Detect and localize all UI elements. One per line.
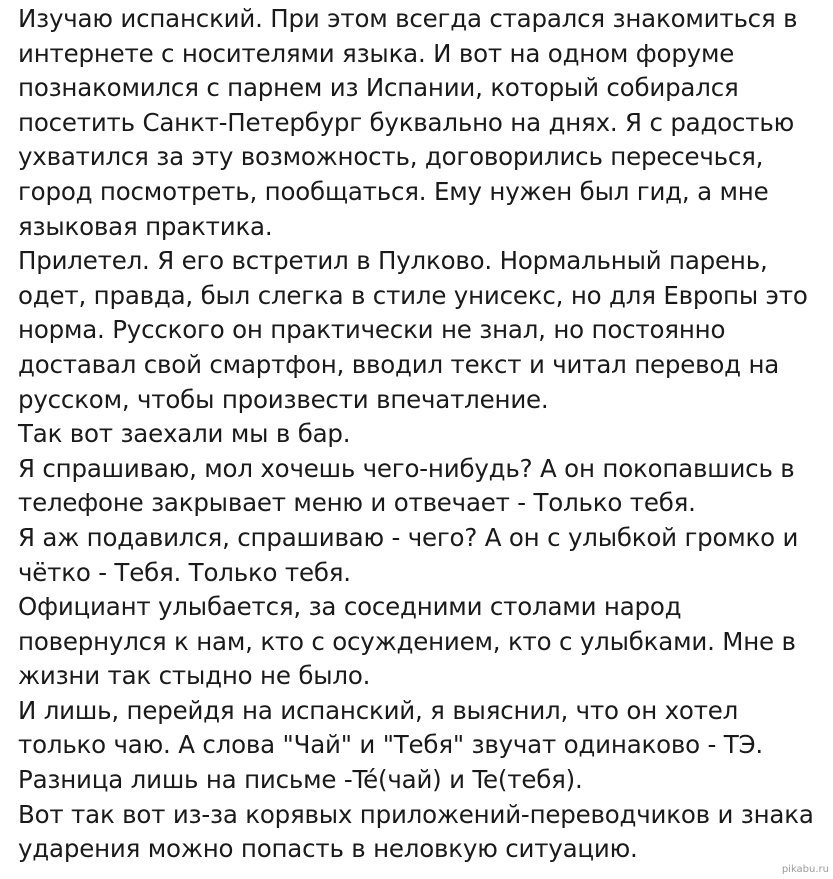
text-line: одет, правда, был слегка в стиле унисекс, но для Европы это	[18, 280, 808, 310]
text-line: чётко - Тебя. Только тебя.	[18, 557, 351, 587]
text-line: доставал свой смартфон, вводил текст и читал перевод на	[18, 349, 780, 379]
text-line: И лишь, перейдя на испанский, я выяснил, что он хотел	[18, 695, 739, 725]
text-line: посетить Санкт-Петербург буквально на днях. Я с радостью	[18, 107, 795, 137]
text-line: русском, чтобы произвести впечатление.	[18, 384, 549, 414]
text-line: интернете с носителями языка. И вот на одном форуме	[18, 38, 735, 68]
text-line: телефоне закрывает меню и отвечает - Только тебя.	[18, 488, 696, 518]
text-line: Разница лишь на письме -Té(чай) и Te(тебя).	[18, 765, 583, 795]
text-line: ударения можно попасть в неловкую ситуацию.	[18, 834, 638, 864]
text-line: Прилетел. Я его встретил в Пулково. Нормальный парень,	[18, 246, 768, 276]
story-text	[18, 2, 830, 867]
text-line: Я спрашиваю, мол хочешь чего-нибудь? А он покопавшись в	[18, 453, 795, 483]
text-line: только чаю. А слова "Чай" и "Тебя" звучат одинаково - ТЭ.	[18, 730, 764, 760]
text-line: Так вот заехали мы в бар.	[18, 419, 351, 449]
text-line: норма. Русского он практически не знал, но постоянно	[18, 315, 726, 345]
text-line: ухватился за эту возможность, договорились пересечься,	[18, 142, 764, 172]
text-line: Вот так вот из-за корявых приложений-переводчиков и знака	[18, 799, 814, 829]
text-line: языковая практика.	[18, 211, 273, 241]
text-line: повернулся к нам, кто с осуждением, кто с улыбками. Мне в	[18, 626, 796, 656]
text-line: Я аж подавился, спрашиваю - чего? А он с улыбкой громко и	[18, 522, 799, 552]
text-line: Изучаю испанский. При этом всегда старался знакомиться в	[18, 4, 798, 33]
text-line: город посмотреть, пообщаться. Ему нужен был гид, а мне	[18, 176, 769, 206]
text-line: Официант улыбается, за соседними столами народ	[18, 592, 682, 622]
text-line: жизни так стыдно не было.	[18, 661, 371, 691]
text-line: познакомился с парнем из Испании, который собирался	[18, 73, 739, 103]
watermark: pikabu.ru	[781, 864, 829, 875]
